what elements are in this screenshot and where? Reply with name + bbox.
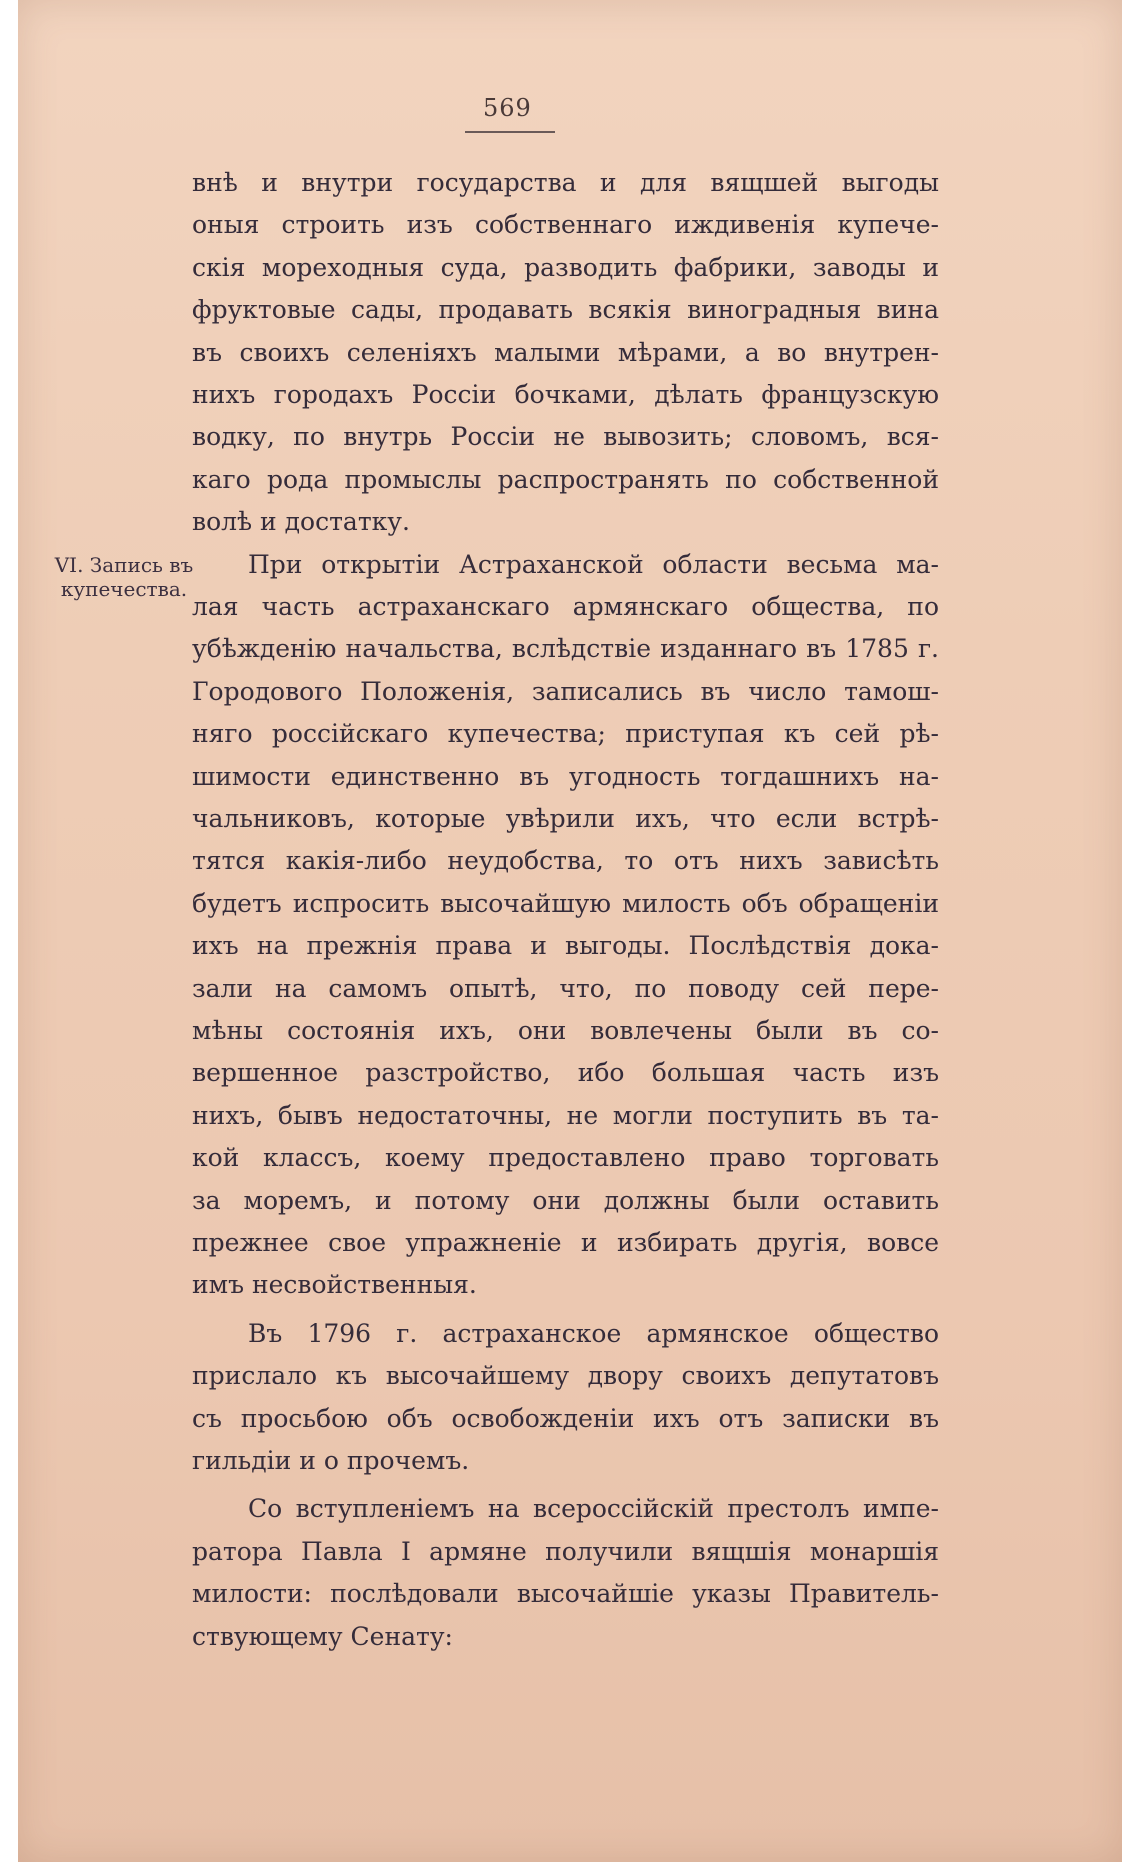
text-line: Городового Положенія, записались въ число тамош- (192, 676, 939, 706)
text-line: кой классъ, коему предоставлено право торговать (192, 1143, 939, 1173)
text-line: чальниковъ, которые увѣрили ихъ, что если встрѣ- (192, 804, 939, 833)
text-line: нихъ городахъ Россіи бочками, дѣлать французскую (192, 380, 939, 409)
text-line: фруктовые сады, продавать всякія виноградныя вина (192, 295, 939, 325)
text-line: будетъ испросить высочайшую милость объ обращеніи (192, 888, 939, 918)
text-line: тятся какія-либо неудобства, то отъ нихъ зависѣть (192, 846, 939, 876)
text-line: оныя строить изъ собственнаго иждивенія купече- (192, 210, 939, 240)
text-line: водку, по внутрь Россіи не вывозить; словомъ, вся- (192, 422, 939, 452)
text-line: скія мореходныя суда, разводить фабрики, заводы и (192, 252, 939, 282)
text-line: лая часть астраханскаго армянскаго общества, по (192, 592, 939, 621)
text-line: гильдіи и о прочемъ. (192, 1446, 470, 1475)
page-number: 569 (483, 94, 532, 122)
text-line: Со вступленіемъ на всероссійскій престолъ импе- (248, 1494, 939, 1524)
text-line: Въ 1796 г. астраханское армянское общество (248, 1318, 939, 1348)
text-line: шимости единственно въ угодность тогдашнихъ на- (192, 761, 939, 791)
text-line: При открытіи Астраханской области весьма ма- (248, 549, 939, 579)
text-line: няго россійскаго купечества; приступая къ сей рѣ- (192, 719, 939, 749)
text-line: убѣжденію начальства, вслѣдствіе изданнаго въ 1785 г. (192, 634, 939, 664)
page-number-rule (465, 131, 555, 133)
text-line: ратора Павла I армяне получили вящшія монаршія (192, 1536, 939, 1566)
text-line: мѣны состоянія ихъ, они вовлечены были въ со- (192, 1016, 939, 1045)
text-line: волѣ и достатку. (192, 507, 410, 537)
margin-note: VI. Запись въ купечества. (54, 553, 194, 601)
text-line: съ просьбою объ освобожденіи ихъ отъ записки въ (192, 1403, 939, 1433)
book-page (18, 0, 1122, 1862)
text-line: вершенное разстройство, ибо большая часть изъ (192, 1058, 939, 1088)
text-line: каго рода промыслы распространять по собственной (192, 464, 939, 494)
text-line: имъ несвойственныя. (192, 1270, 477, 1300)
text-line: прежнее свое упражненіе и избирать другія, вовсе (192, 1228, 939, 1257)
text-line: внѣ и внутри государства и для вящшей выгоды (192, 168, 939, 197)
text-line: за моремъ, и потому они должны были оставить (192, 1185, 939, 1215)
text-line: нихъ, бывъ недостаточны, не могли поступить въ та- (192, 1100, 939, 1130)
text-line: зали на самомъ опытѣ, что, по поводу сей пере- (192, 973, 939, 1003)
text-line: милости: послѣдовали высочайшіе указы Правитель- (192, 1579, 939, 1609)
text-line: ствующему Сенату: (192, 1621, 453, 1651)
text-line: ихъ на прежнія права и выгоды. Послѣдствія дока- (192, 931, 939, 961)
text-line: въ своихъ селеніяхъ малыми мѣрами, а во внутрен- (192, 337, 939, 367)
text-line: прислало къ высочайшему двору своихъ депутатовъ (192, 1361, 939, 1391)
